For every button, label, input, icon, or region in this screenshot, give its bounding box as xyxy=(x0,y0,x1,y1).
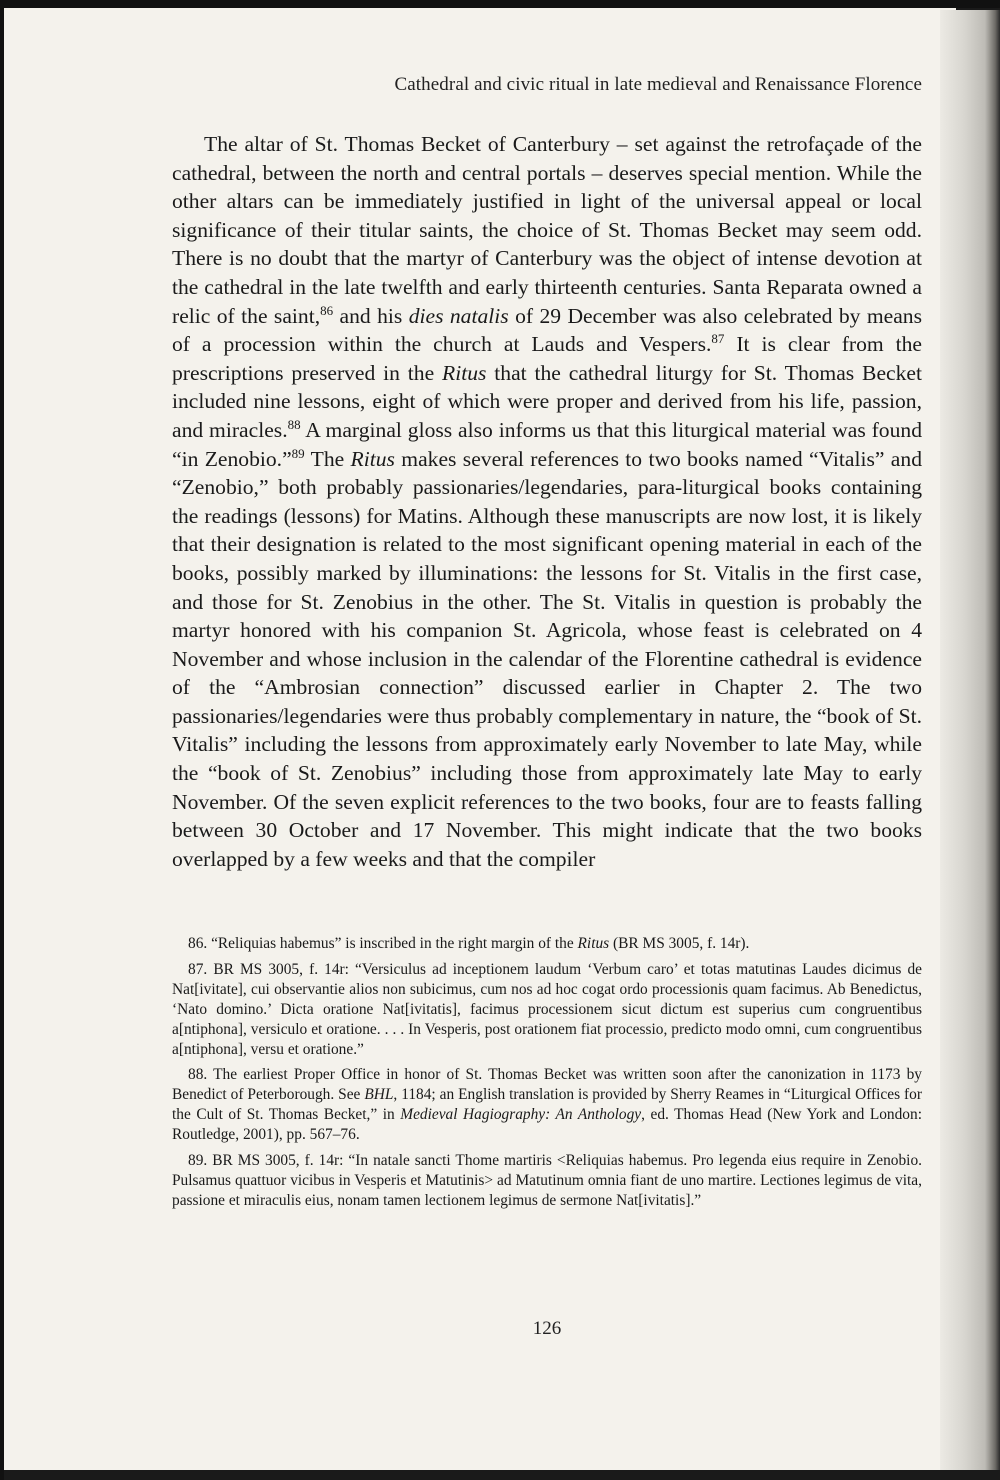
body-text-segment: It is clear from the prescriptions preserved in the xyxy=(172,332,922,385)
footnote-ref-88[interactable]: 88 xyxy=(287,416,301,432)
page-gutter-shadow xyxy=(940,10,1000,1470)
body-text-segment: makes several references to two books named “Vitalis” and “Zenobio,” both probably passionaries/legendaries, para-liturgical books containing the readings (lessons) for Matins. Although these manuscripts are now lost, it is likely that their designation is related to the most significant opening material in each of the books, possibly marked by illuminations: the lessons for St. Vitalis in the first case, and those for St. Zenobius in the other. The St. Vitalis in question is probably the martyr honored with his companion St. Agricola, whose feast is celebrated on 4 November and whose inclusion in the calendar of the Florentine cathedral is evidence of the “Ambrosian connection” discussed earlier in Chapter 2. The two passionaries/legendaries were thus probably complementary in nature, the “book of St. Vitalis” including the lessons from approximately early November to late May, while the “book of St. Zenobius” including those from approximately late May to early November. Of the seven explicit references to the two books, four are to feasts falling between 30 October and 17 November. This might indicate that the two books overlapped by a few weeks and that the compiler xyxy=(172,446,922,871)
body-text-segment: The altar of St. Thomas Becket of Canterbury – set against the retrofaçade of the cathedral, between the north and central portals – deserves special mention. While the other altars can be immediately justified in light of the universal appeal or local significance of their titular saints, the choice of St. Thomas Becket may seem odd. There is no doubt that the martyr of Canterbury was the object of intense devotion at the cathedral in the late twelfth and early thirteenth centuries. Santa Reparata owned a relic of the saint, xyxy=(172,132,922,328)
footnote-text: 87. BR MS 3005, f. 14r: “Versiculus ad inceptionem laudum ‘Verbum caro’ et totas matutinas Laudes dicimus de Nat[ivitate], cui observantie alios non subicimus, cum nos ad hoc cogat ordo processionis quam facimus. Ab Benedictus, ‘Nato domino.’ Dicta oratione Nat[ivitatis], facimus processionem sicut dictum est superius cum congruentibus a[ntiphona], versiculo et oratione. . . . In Vesperis, post orationem fiat processio, predicto modo omni, cum congruentibus a[ntiphona], versu et oratione.” xyxy=(172,960,922,1058)
body-italic-term: dies natalis xyxy=(408,303,509,328)
footnote-ref-89[interactable]: 89 xyxy=(291,445,305,461)
body-text-segment: The xyxy=(304,446,351,471)
body-text-segment: of 29 December was also celebrated by means of a procession within the church at Lauds and Vespers. xyxy=(172,303,922,357)
footnote-89 xyxy=(172,1151,922,1211)
body-italic-term: Ritus xyxy=(442,360,487,385)
body-text-segment: A marginal gloss also informs us that this liturgical material was found “in Zenobio.” xyxy=(172,417,922,471)
footnote-text: (BR MS 3005, f. 14r). xyxy=(609,935,750,952)
body-italic-term: Ritus xyxy=(350,446,395,471)
scan-edge-top xyxy=(0,0,1000,8)
footnote-86 xyxy=(172,934,922,954)
footnote-ref-87[interactable]: 87 xyxy=(711,331,725,347)
body-text-segment: and his xyxy=(333,303,409,328)
footnote-text: , ed. Thomas Head (New York and London: Routledge, 2001), pp. 567–76. xyxy=(172,1106,922,1144)
footnote-87 xyxy=(172,960,922,1060)
footnote-text: 89. BR MS 3005, f. 14r: “In natale sancti Thome martiris <Reliquias habemus. Pro legenda eius require in Zenobio. Pulsamus quattuor vicibus in Vesperis et Matutinis> ad Matutinum omnia fiant de uno martire. Lectiones legimus de vita, passione et miraculis eius, nonam tamen lectionem legimus de sermone Nat[ivitatis].” xyxy=(172,1152,922,1209)
footnote-italic: Ritus xyxy=(577,935,610,952)
footnote-italic: Medieval Hagiography: An Anthology xyxy=(400,1106,642,1124)
footnote-88 xyxy=(172,1065,922,1145)
footnote-text: , 1184; an English translation is provided by Sherry Reames in “Liturgical Offices for the Cult of St. Thomas Becket,” in xyxy=(172,1086,922,1124)
footnote-italic: BHL xyxy=(364,1086,394,1104)
footnote-text: 86. “Reliquias habemus” is inscribed in the right margin of the xyxy=(188,935,578,952)
footnote-ref-86[interactable]: 86 xyxy=(320,302,334,318)
body-paragraph xyxy=(172,130,922,873)
footnotes xyxy=(172,934,922,1217)
page-number: 126 xyxy=(532,1318,562,1339)
footnote-text: 88. The earliest Proper Office in honor of St. Thomas Becket was written soon after the canonization in 1173 by Benedict of Peterborough. See xyxy=(172,1066,922,1104)
running-head: Cathedral and civic ritual in late medieval and Renaissance Florence xyxy=(394,74,922,95)
body-text-segment: that the cathedral liturgy for St. Thomas Becket included nine lessons, eight of which were proper and derived from his life, passion, and miracles. xyxy=(172,360,922,442)
